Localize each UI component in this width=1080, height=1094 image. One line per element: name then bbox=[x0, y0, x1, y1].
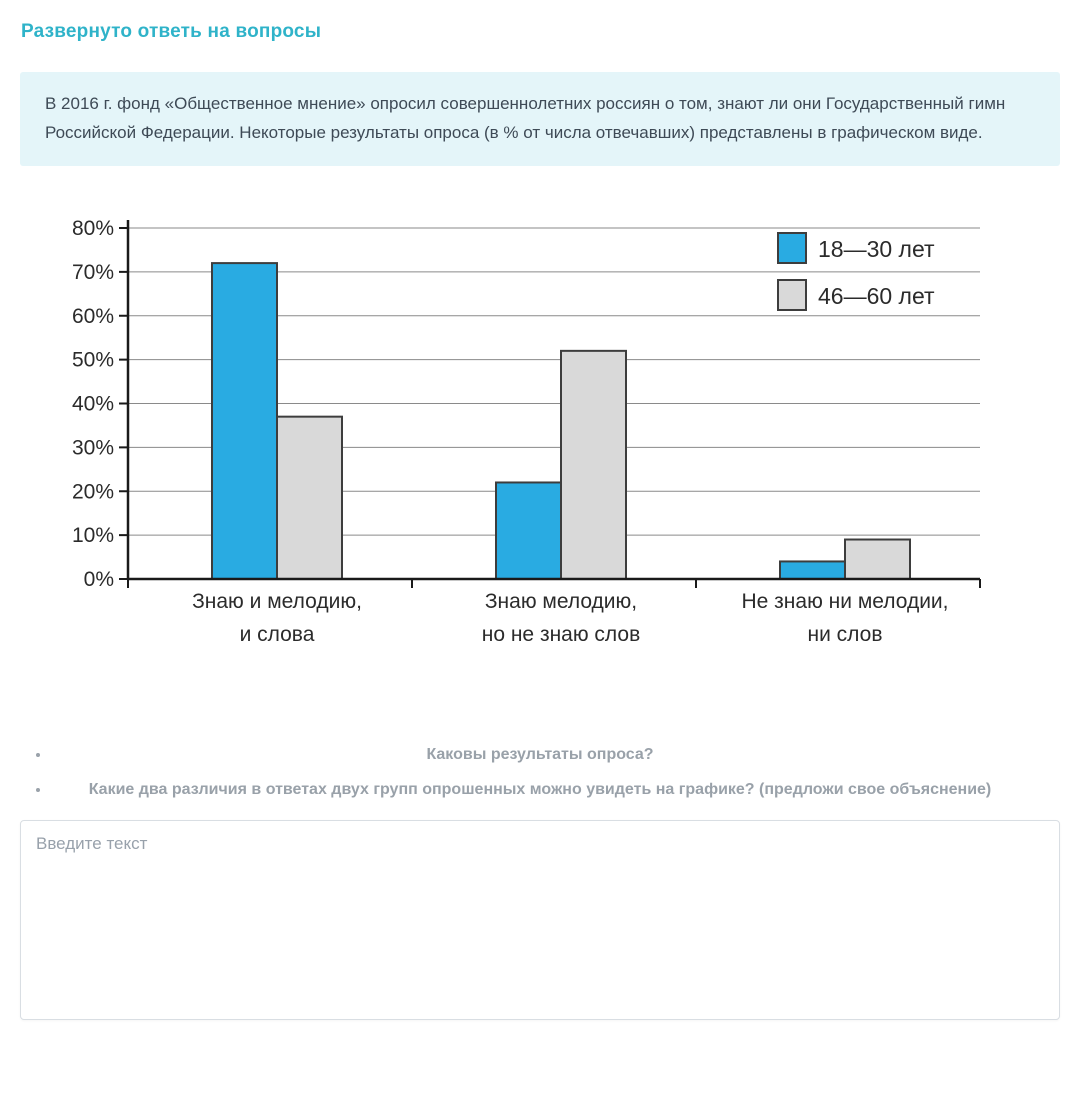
svg-text:0%: 0% bbox=[83, 568, 114, 591]
svg-text:70%: 70% bbox=[71, 260, 114, 284]
svg-text:40%: 40% bbox=[71, 392, 114, 416]
svg-text:10%: 10% bbox=[71, 524, 114, 548]
bullet-dot bbox=[36, 753, 40, 757]
svg-text:Знаю мелодию,: Знаю мелодию, bbox=[484, 590, 638, 613]
svg-text:ни слов: ни слов bbox=[807, 623, 883, 646]
question-list bbox=[0, 744, 1080, 801]
question-text: Каковы результаты опроса? bbox=[426, 746, 654, 763]
svg-text:80%: 80% bbox=[71, 217, 114, 240]
chart-container bbox=[60, 210, 985, 660]
question-item bbox=[0, 779, 1080, 801]
survey-bar-chart bbox=[60, 210, 985, 660]
svg-text:и слова: и слова bbox=[239, 623, 315, 646]
svg-text:46—60 лет: 46—60 лет bbox=[818, 283, 935, 309]
svg-text:Знаю и мелодию,: Знаю и мелодию, bbox=[192, 590, 362, 613]
bullet-dot bbox=[36, 788, 40, 792]
svg-text:20%: 20% bbox=[71, 480, 114, 504]
svg-text:но не знаю слов: но не знаю слов bbox=[481, 623, 641, 646]
svg-text:18—30 лет: 18—30 лет bbox=[818, 236, 935, 262]
svg-text:30%: 30% bbox=[71, 436, 114, 460]
svg-text:Не знаю ни мелодии,: Не знаю ни мелодии, bbox=[741, 590, 949, 613]
question-item bbox=[0, 744, 1080, 766]
question-text: Какие два различия в ответах двух групп опрошенных можно увидеть на графике? (предложи свое объяснение) bbox=[88, 781, 992, 798]
svg-text:50%: 50% bbox=[71, 348, 114, 372]
page-title: Развернуто ответь на вопросы bbox=[21, 21, 322, 42]
task-description-text: В 2016 г. фонд «Общественное мнение» опросил совершеннолетних россиян о том, знают ли они Государственный гимн Российской Федерации. Некоторые результаты опроса (в % от числа отвечавших) представлены в графическом виде. bbox=[45, 94, 1006, 142]
task-description-box bbox=[20, 72, 1060, 166]
answer-input[interactable] bbox=[20, 820, 1060, 1020]
svg-text:60%: 60% bbox=[71, 304, 114, 328]
